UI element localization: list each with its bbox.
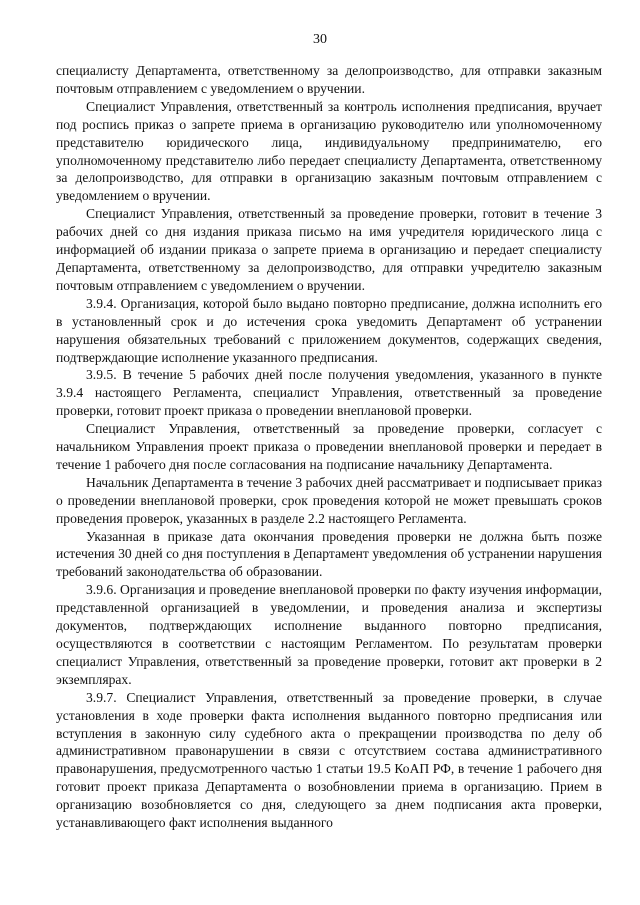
paragraph-3-9-6: 3.9.6. Организация и проведение внеплановой проверки по факту изучения информации, представленной организацией в уведомлении, и проведения анализа и экспертизы документов, подтверждающих исполнение выданного повторно предписания, осуществляются в соответствии с настоящим Регламентом. По результатам проверки специалист Управления, ответственный за проведение проверки, готовит акт проверки в 2 экземплярах. — [56, 582, 602, 687]
paragraph-approval: Специалист Управления, ответственный за проведение проверки, согласует с начальником Управления проект приказа о проведении внеплановой проверки и передает в течение 1 рабочего дня после согласования на подписание начальнику Департамента. — [56, 421, 602, 472]
document-body — [56, 62, 602, 832]
paragraph-3-9-7: 3.9.7. Специалист Управления, ответственный за проведение проверки, в случае установления в ходе проверки факта исполнения выданного повторно предписания или вступления в законную силу судебного акта о прекращении производства по делу об административном правонарушении в связи с отсутствием состава административного правонарушения, предусмотренного частью 1 статьи 19.5 КоАП РФ, в течение 1 рабочего дня готовит проект приказа Департамента о возобновлении приема в организацию. Прием в организацию возобновляется со дня, следующего за днем подписания акта проверки, устанавливающего факт исполнения выданного — [56, 689, 602, 831]
paragraph-3-9-4: 3.9.4. Организация, которой было выдано повторно предписание, должна исполнить его в установленный срок и до истечения срока уведомить Департамент об устранении нарушения обязательных требований с приложением документов, содержащих сведения, подтверждающие исполнение указанного предписания. — [56, 295, 602, 365]
paragraph-end-date: Указанная в приказе дата окончания проведения проверки не должна быть позже истечения 30 дней со дня поступления в Департамент уведомления об устранении нарушения требований законодательства об образовании. — [56, 528, 602, 580]
paragraph-founder-letter: Специалист Управления, ответственный за проведение проверки, готовит в течение 3 рабочих дней со дня издания приказа письмо на имя учредителя юридического лица с информацией об издании приказа о запрете приема в организацию и передает специалисту Департамента, ответственному за делопроизводство, для отправки учредителю заказным почтовым отправлением с уведомлением о вручении. — [56, 206, 602, 293]
paragraph-3-9-5: 3.9.5. В течение 5 рабочих дней после получения уведомления, указанного в пункте 3.9.4 настоящего Регламента, специалист Управления, ответственный за проведение проверки, готовит проект приказа о проведении внеплановой проверки. — [56, 367, 602, 419]
page-number: 30 — [313, 32, 327, 47]
paragraph-head-review: Начальник Департамента в течение 3 рабочих дней рассматривает и подписывает приказ о проведении внеплановой проверки, срок проведения которой не может превышать сроков проведения проверок, указанных в разделе 2.2 настоящего Регламента. — [56, 474, 602, 526]
paragraph-control-specialist: Специалист Управления, ответственный за контроль исполнения предписания, вручает под роспись приказ о запрете приема в организацию руководителю или уполномоченному представителю юридического лица, индивидуальному предпринимателю, его уполномоченному представителю либо передает специалисту Департамента, ответственному за делопроизводство, для отправки в организацию заказным почтовым отправлением с уведомлением о вручении. — [56, 98, 602, 204]
paragraph-continuation: специалисту Департамента, ответственному за делопроизводство, для отправки заказным почтовым отправлением с уведомлением о вручении. — [56, 63, 602, 96]
